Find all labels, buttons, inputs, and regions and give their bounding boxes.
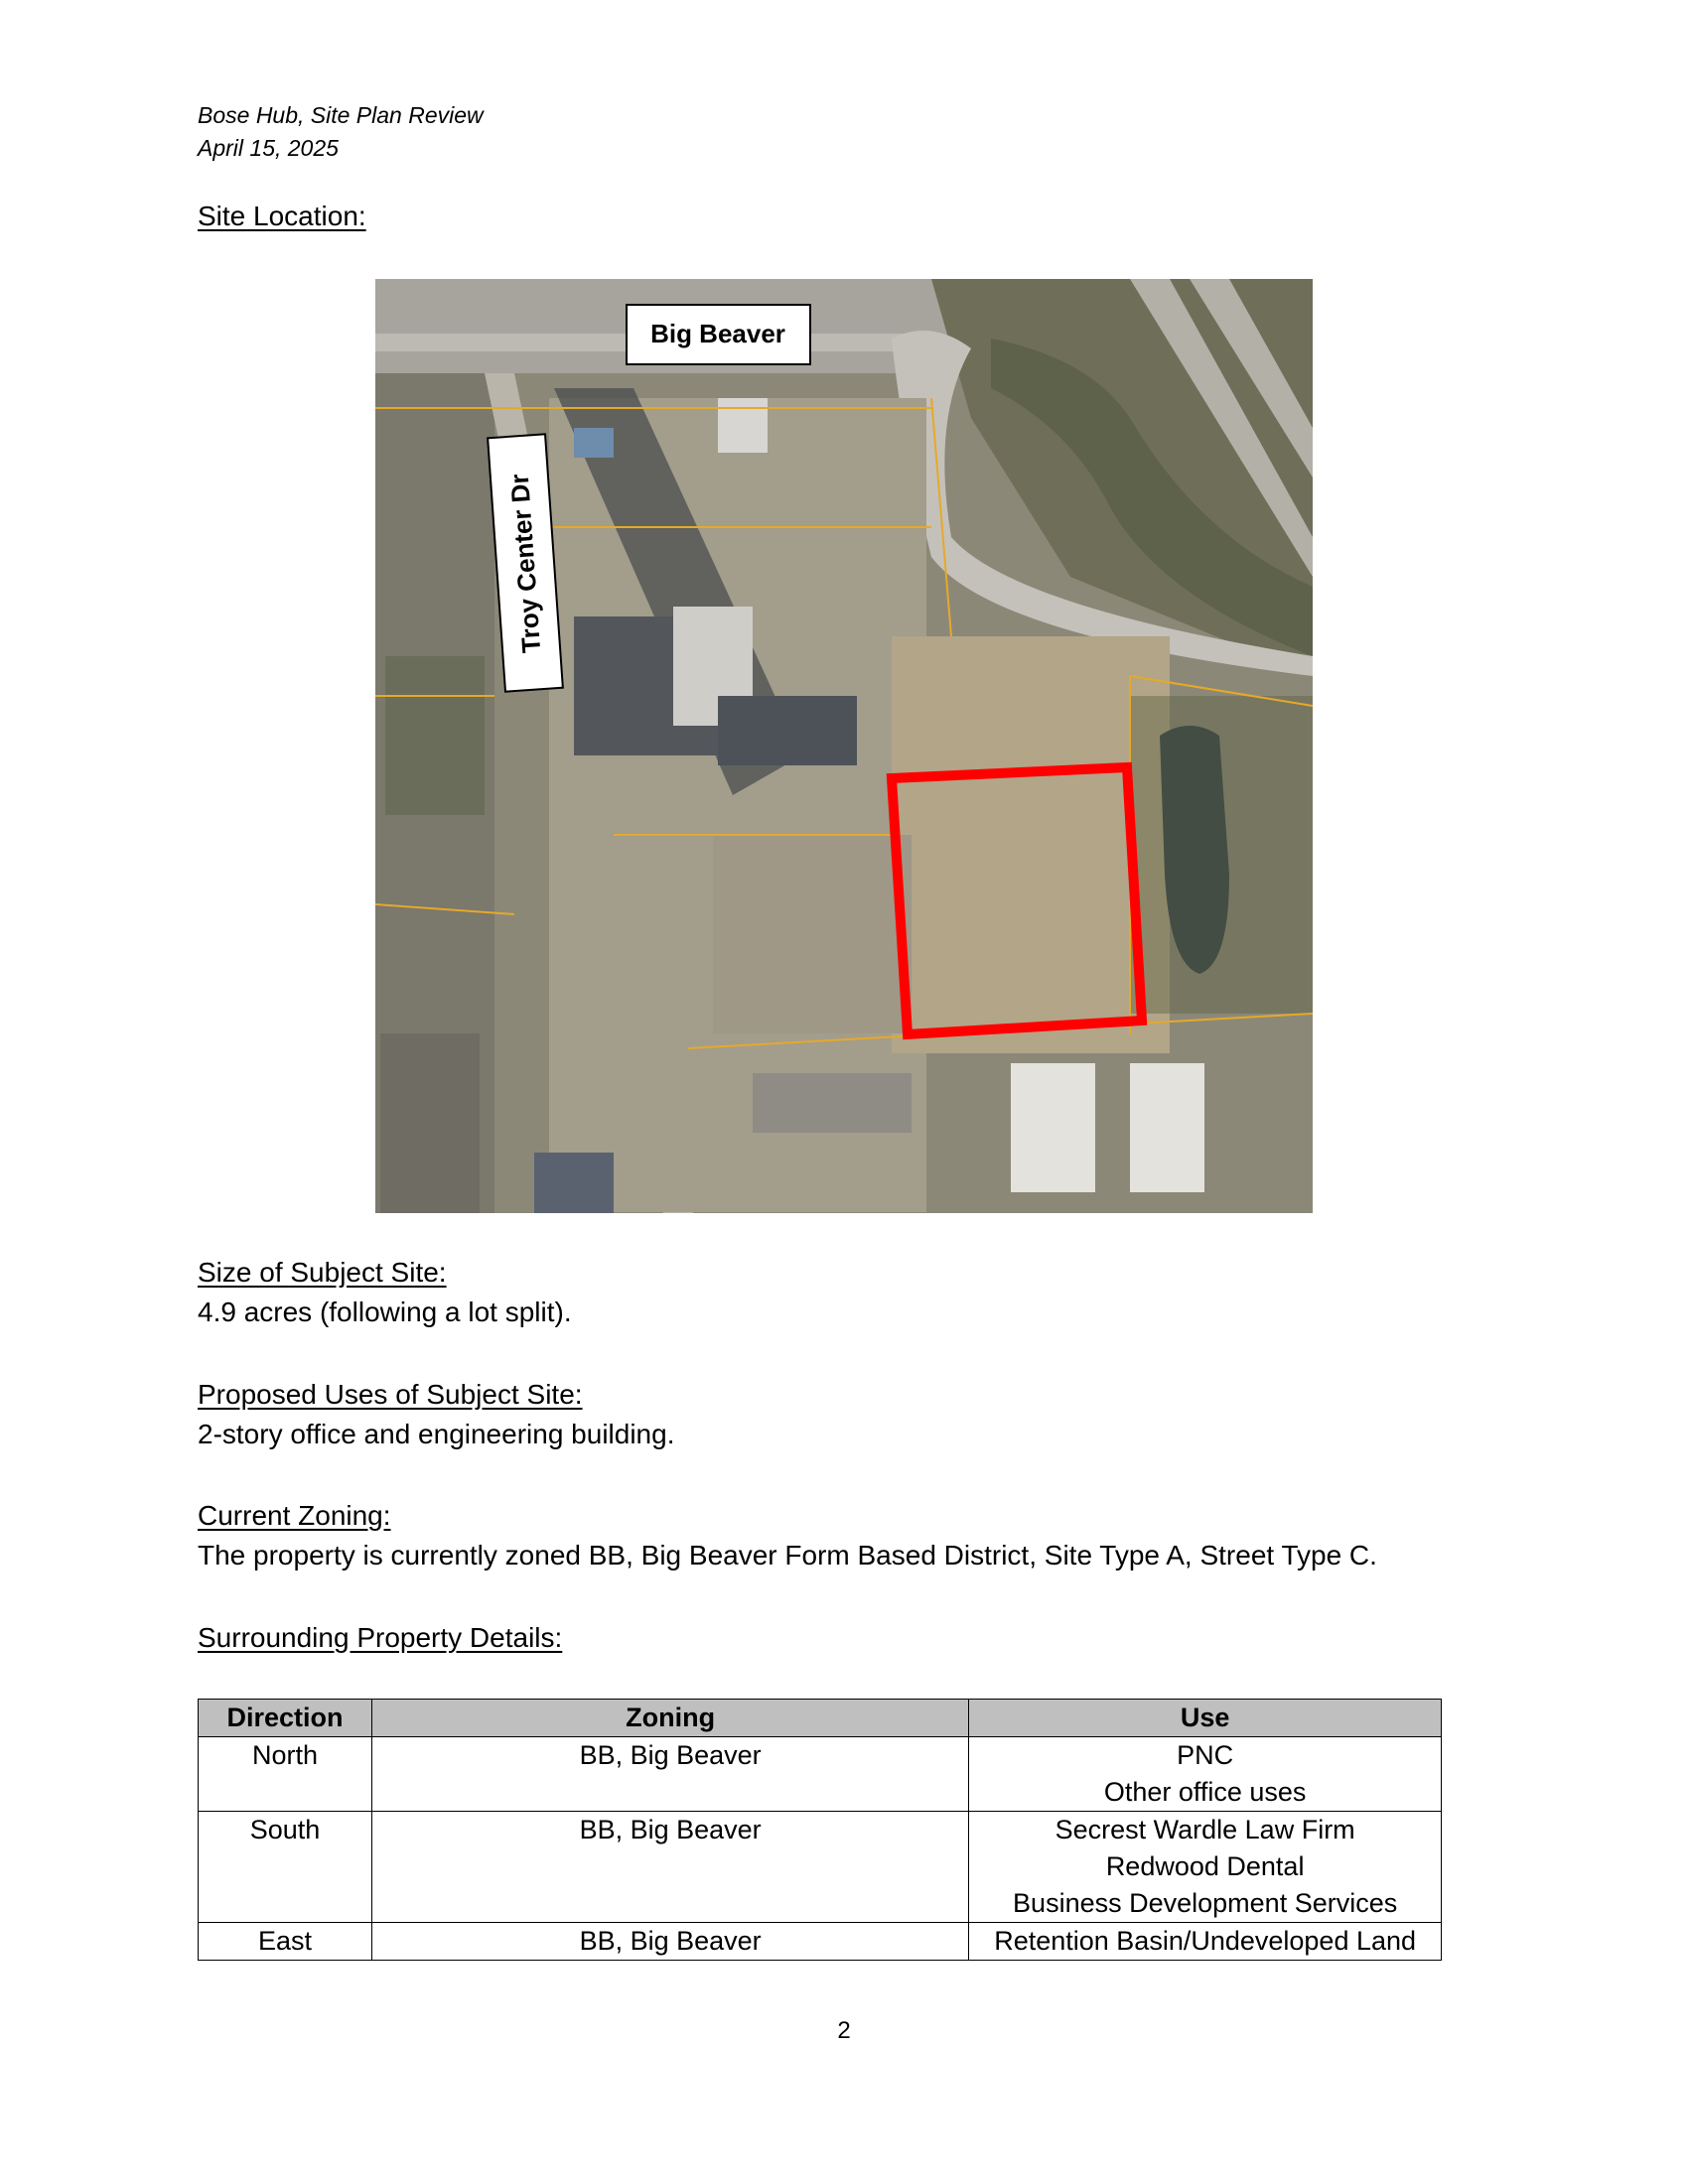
use-line: Retention Basin/Undeveloped Land (994, 1926, 1417, 1956)
zoning-cell: BB, Big Beaver (371, 1923, 968, 1961)
surrounding-heading: Surrounding Property Details: (198, 1622, 563, 1653)
table-row (199, 1923, 1442, 1961)
troy-center-dr-label-text: Troy Center Dr (503, 473, 547, 654)
page-number: 2 (837, 2017, 851, 2044)
direction-cell: North (199, 1737, 372, 1812)
big-beaver-label (627, 305, 810, 364)
site-location-heading: Site Location: (198, 201, 366, 231)
use-line: Redwood Dental (1105, 1851, 1305, 1881)
proposed-uses-heading: Proposed Uses of Subject Site: (198, 1379, 583, 1410)
column-header-zoning: Zoning (371, 1700, 968, 1737)
use-line: Business Development Services (1013, 1888, 1398, 1918)
use-line: PNC (1177, 1740, 1234, 1770)
use-cell (969, 1812, 1442, 1923)
proposed-uses-text: 2-story office and engineering building. (198, 1419, 675, 1449)
aerial-site-map (375, 279, 1313, 1213)
table-row (199, 1812, 1442, 1923)
zoning-cell: BB, Big Beaver (371, 1812, 968, 1923)
size-text: 4.9 acres (following a lot split). (198, 1297, 572, 1327)
use-line: Other office uses (1103, 1777, 1307, 1807)
current-zoning-heading: Current Zoning: (198, 1500, 391, 1531)
current-zoning-text: The property is currently zoned BB, Big Beaver Form Based District, Site Type A, Street Type C. (198, 1540, 1377, 1570)
document-date: April 15, 2025 (198, 135, 339, 161)
surrounding-property-table (198, 1699, 1442, 1961)
use-cell (969, 1923, 1442, 1961)
big-beaver-label-text: Big Beaver (650, 319, 785, 348)
document-header (198, 99, 484, 165)
table-row (199, 1737, 1442, 1812)
direction-cell: South (199, 1812, 372, 1923)
column-header-direction: Direction (199, 1700, 372, 1737)
column-header-use: Use (969, 1700, 1442, 1737)
direction-cell: East (199, 1923, 372, 1961)
use-cell (969, 1737, 1442, 1812)
use-line: Secrest Wardle Law Firm (1055, 1815, 1355, 1844)
document-title: Bose Hub, Site Plan Review (198, 102, 484, 128)
table-header-row (199, 1700, 1442, 1737)
size-heading: Size of Subject Site: (198, 1257, 447, 1288)
zoning-cell: BB, Big Beaver (371, 1737, 968, 1812)
